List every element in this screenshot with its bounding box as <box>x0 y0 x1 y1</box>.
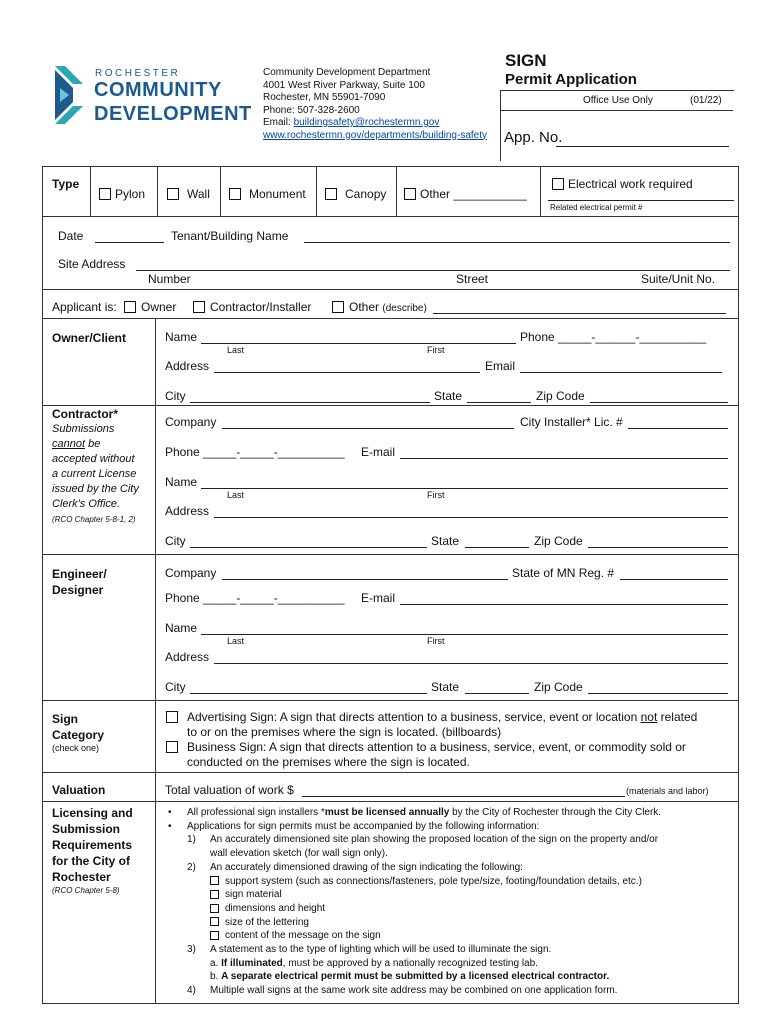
contractor-zip-label: Zip Code <box>534 534 583 548</box>
engineer-city-label: City <box>165 680 186 694</box>
applicant-contractor-checkbox[interactable] <box>193 301 205 313</box>
contractor-zip-field[interactable] <box>588 547 728 548</box>
contractor-phone-field[interactable]: Phone _____-_____-__________ <box>165 445 345 459</box>
office-use-label: Office Use Only <box>583 95 653 106</box>
contractor-lic-field[interactable] <box>628 428 728 429</box>
licensing-note: (RCO Chapter 5-8) <box>52 886 120 895</box>
owner-state-field[interactable] <box>467 402 531 403</box>
applicant-contractor-label: Contractor/Installer <box>210 300 312 314</box>
owner-state-label: State <box>434 389 463 403</box>
pylon-label: Pylon <box>115 187 146 201</box>
contractor-email-field[interactable] <box>400 458 728 459</box>
contractor-lic-label: City Installer* Lic. # <box>520 415 623 429</box>
owner-email-label: Email <box>485 359 516 373</box>
electrical-checkbox[interactable] <box>552 178 564 190</box>
email-link[interactable]: buildingsafety@rochestermn.gov <box>293 117 440 128</box>
engineer-state-field[interactable] <box>465 693 529 694</box>
tenant-label: Tenant/Building Name <box>171 229 289 243</box>
business-sign-checkbox[interactable] <box>166 741 178 753</box>
logo-line1: COMMUNITY <box>94 79 222 101</box>
category-heading: Sign Category <box>52 712 105 742</box>
website-link[interactable]: www.rochestermn.gov/departments/building-safety <box>263 129 487 141</box>
valuation-label: Total valuation of work $ <box>165 783 294 797</box>
dept-phone: Phone: 507-328-2600 <box>263 104 360 116</box>
owner-address-label: Address <box>165 359 210 373</box>
engineer-address-field[interactable] <box>214 663 728 664</box>
engineer-state-label: State <box>431 680 460 694</box>
engineer-email-label: E-mail <box>361 591 396 605</box>
engineer-company-field[interactable] <box>222 579 508 580</box>
engineer-company-label: Company <box>165 566 217 580</box>
owner-heading: Owner/Client <box>52 331 127 345</box>
contractor-company-field[interactable] <box>222 428 514 429</box>
pylon-checkbox[interactable] <box>99 188 111 200</box>
owner-last-label: Last <box>227 345 245 355</box>
applicant-other-checkbox[interactable] <box>332 301 344 313</box>
form-title: SIGN <box>505 51 547 70</box>
owner-zip-label: Zip Code <box>536 389 585 403</box>
owner-city-label: City <box>165 389 186 403</box>
engineer-name-label: Name <box>165 621 198 635</box>
contractor-city-label: City <box>165 534 186 548</box>
logo-line2: DEVELOPMENT <box>94 103 252 125</box>
advertising-sign-text: Advertising Sign: A sign that directs attention to a business, service, event or location not related to or on the premises where the sign is located. (billboards) <box>187 710 698 739</box>
owner-zip-field[interactable] <box>590 402 728 403</box>
suite-label: Suite/Unit No. <box>641 272 716 286</box>
site-address-label: Site Address <box>58 257 126 271</box>
app-no-label: App. No. <box>504 129 563 146</box>
contractor-address-field[interactable] <box>214 517 728 518</box>
advertising-sign-checkbox[interactable] <box>166 711 178 723</box>
electrical-permit-field[interactable] <box>548 200 734 201</box>
monument-label: Monument <box>249 187 306 201</box>
engineer-reg-label: State of MN Reg. # <box>512 566 615 580</box>
owner-city-field[interactable] <box>190 402 430 403</box>
contractor-company-label: Company <box>165 415 217 429</box>
contractor-name-field[interactable] <box>201 488 728 489</box>
owner-name-field[interactable] <box>201 343 516 344</box>
requirements-list: • All professional sign installers *must be licensed annually by the City of Rochester through the City Clerk. • Applications for sign permits must be accompanied by the following information: 1) An accurately dimensioned site plan showing the proposed location of the sign on the property and/or wall elevation sketch (for wall sign only). 2) An accurately dimensioned drawing of the sign indicating the following: support system (such as connections/fasteners, pole type/size, footing/foundation details, etc.) sign material dimensions and height size of the lettering content of the message on the sign 3) A statement as to the type of lighting which will be used to illuminate the sign. a. If illuminated, must be approved by a nationally recognized testing lab. b. A separate electrical permit must be submitted by a licensed electrical contractor. 4) Multiple wall signs at the same work site address may be combined on one application form. <box>168 807 662 997</box>
applicant-other-label: Other (describe) <box>349 300 427 314</box>
form-subtitle: Permit Application <box>505 71 637 88</box>
engineer-last-label: Last <box>227 636 245 646</box>
date-label: Date <box>58 229 84 243</box>
canopy-label: Canopy <box>345 187 387 201</box>
dept-address2: Rochester, MN 55901-7090 <box>263 92 386 103</box>
owner-name-label: Name <box>165 330 198 344</box>
canopy-checkbox[interactable] <box>325 188 337 200</box>
engineer-first-label: First <box>427 636 445 646</box>
owner-email-field[interactable] <box>520 372 722 373</box>
contractor-email-label: E-mail <box>361 445 396 459</box>
logo-chevron-icon <box>55 66 83 124</box>
tenant-field[interactable] <box>304 242 730 243</box>
logo <box>55 66 260 128</box>
engineer-zip-label: Zip Code <box>534 680 583 694</box>
licensing-heading: Licensing and Submission Requirements for the City of Rochester <box>52 806 133 884</box>
revision-label: (01/22) <box>690 95 722 106</box>
contractor-last-label: Last <box>227 490 245 500</box>
valuation-field[interactable] <box>302 796 625 797</box>
applicant-label: Applicant is: <box>52 300 117 314</box>
contractor-heading: Contractor* <box>52 407 119 421</box>
logo-small-text: ROCHESTER <box>95 68 181 79</box>
engineer-address-label: Address <box>165 650 210 664</box>
monument-checkbox[interactable] <box>229 188 241 200</box>
owner-address-field[interactable] <box>214 372 480 373</box>
contractor-name-label: Name <box>165 475 198 489</box>
engineer-name-field[interactable] <box>201 634 728 635</box>
number-label: Number <box>148 272 191 286</box>
email-label: Email: <box>263 117 294 128</box>
site-address-field[interactable] <box>136 270 730 271</box>
applicant-owner-label: Owner <box>141 300 177 314</box>
contractor-note: Submissions cannot be accepted without a current License issued by the City Clerk's Office. (RCO Chapter 5-8-1, 2) <box>52 423 139 524</box>
engineer-reg-field[interactable] <box>620 579 728 580</box>
valuation-heading: Valuation <box>52 783 106 797</box>
app-no-field[interactable] <box>556 146 729 147</box>
engineer-email-field[interactable] <box>400 604 728 605</box>
other-type-checkbox[interactable] <box>404 188 416 200</box>
electrical-permit-label: Related electrical permit # <box>550 203 643 212</box>
engineer-zip-field[interactable] <box>588 693 728 694</box>
dept-name: Community Development Department <box>263 67 431 78</box>
contractor-state-label: State <box>431 534 460 548</box>
wall-checkbox[interactable] <box>167 188 179 200</box>
date-field[interactable] <box>95 242 164 243</box>
valuation-note: (materials and labor) <box>626 786 709 796</box>
contractor-city-field[interactable] <box>190 547 427 548</box>
wall-label: Wall <box>187 187 210 201</box>
owner-phone-field[interactable]: Phone _____-______-__________ <box>520 330 707 344</box>
category-note: (check one) <box>52 743 100 753</box>
contractor-state-field[interactable] <box>465 547 529 548</box>
describe-note: (describe) <box>382 303 427 314</box>
contractor-address-label: Address <box>165 504 210 518</box>
dept-info <box>263 67 487 142</box>
dept-address1: 4001 West River Parkway, Suite 100 <box>263 79 425 91</box>
owner-first-label: First <box>427 345 445 355</box>
applicant-owner-checkbox[interactable] <box>124 301 136 313</box>
other-type-label[interactable]: Other ___________ <box>420 187 527 201</box>
applicant-other-field[interactable] <box>433 313 726 314</box>
contractor-first-label: First <box>427 490 445 500</box>
electrical-label: Electrical work required <box>568 177 693 191</box>
engineer-city-field[interactable] <box>190 693 427 694</box>
type-label: Type <box>52 177 80 191</box>
street-label: Street <box>456 272 489 286</box>
business-sign-text: Business Sign: A sign that directs attention to a business, service, event, or commodity sold or conducted on the premises where the sign is located. <box>187 740 686 769</box>
engineer-phone-field[interactable]: Phone _____-_____-__________ <box>165 591 345 605</box>
engineer-heading: Engineer/ Designer <box>52 567 107 597</box>
